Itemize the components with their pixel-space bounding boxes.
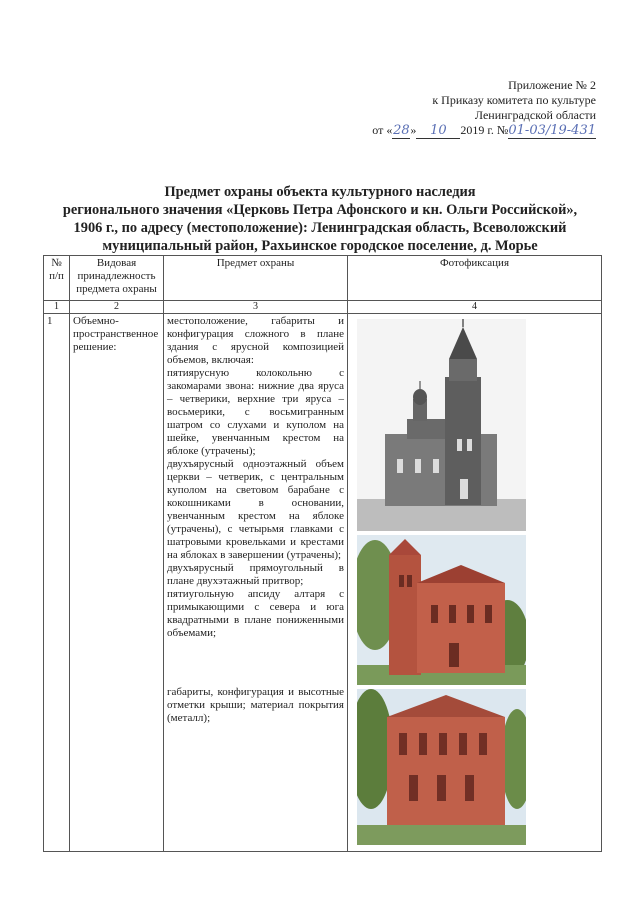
title-line-4: муниципальный район, Рахьинское городское поселение, д. Морье [102,238,538,254]
date-mid: » [410,123,417,137]
col-number: 3 [164,301,348,314]
date-prefix: от « [372,123,393,137]
table-number-row [44,301,602,314]
header-category: Видовая принадлежность предмета охраны [70,256,164,301]
desc-paragraph: пятиугольную апсиду алтаря с примыкающими с севера и юга квадратными в плане пониженными объемами; [167,588,344,639]
order-number: 01-03/19-431 [508,123,596,138]
protection-table [43,255,602,852]
title-line-1: Предмет охраны объекта культурного наследия [164,184,476,200]
appendix-line-3: Ленинградской области [474,108,596,122]
header-photo: Фотофиксация [348,256,602,301]
appendix-line-2: к Приказу комитета по культуре [432,93,596,107]
appendix-date-line [316,123,596,139]
appendix-line-1: Приложение № 2 [508,78,596,92]
row-photos [348,314,602,852]
title-line-2: регионального значения «Церковь Петра Афонского и кн. Ольги Российской», [62,202,578,218]
brick-church-photo [357,535,526,685]
desc-paragraph: двухъярусный прямоугольный в плане двухэтажный притвор; [167,562,344,587]
col-number: 4 [348,301,602,314]
historic-church-photo [357,319,526,531]
header-num: № п/п [44,256,70,301]
title-line-3: 1906 г., по адресу (местоположение): Ленинградская область, Всеволожский [73,220,567,236]
date-year: 2019 г. № [460,123,509,137]
row-category: Объемно-пространственное решение: [70,314,164,852]
row-num: 1 [44,314,70,852]
date-month: 10 [416,123,460,139]
document-title [40,183,600,255]
desc-paragraph: пятиярусную колокольню с закомарами звона: нижние два яруса – четверики, верхние три яруса – восьмерики, с восьмигранным шатром со слухами и куполом на шейке, увенчанным крестом на яблоке (утрачены); [167,367,344,457]
date-day: 28 [393,123,410,138]
desc-roof-paragraph: габариты, конфигурация и высотные отметки крыши; материал покрытия (металл); [167,686,344,724]
desc-paragraph: двухъярусный одноэтажный объем церкви – четверик, с центральным куполом на световом барабане с кокошниками в основании, увенчанным крестом на яблоке (утрачены), с четырьмя главками с шатровыми кровельками и крестами на яблоках в завершении (утрачены); [167,458,344,561]
appendix-header [316,78,596,139]
header-subject: Предмет охраны [164,256,348,301]
table-row [44,314,602,852]
table-header-row [44,256,602,301]
row-description [164,314,348,852]
brick-church-side-photo [357,689,526,845]
desc-paragraph: местоположение, габариты и конфигурация сложного в плане здания с ярусной композицией объемов, включая: [167,315,344,366]
col-number: 2 [70,301,164,314]
col-number: 1 [44,301,70,314]
